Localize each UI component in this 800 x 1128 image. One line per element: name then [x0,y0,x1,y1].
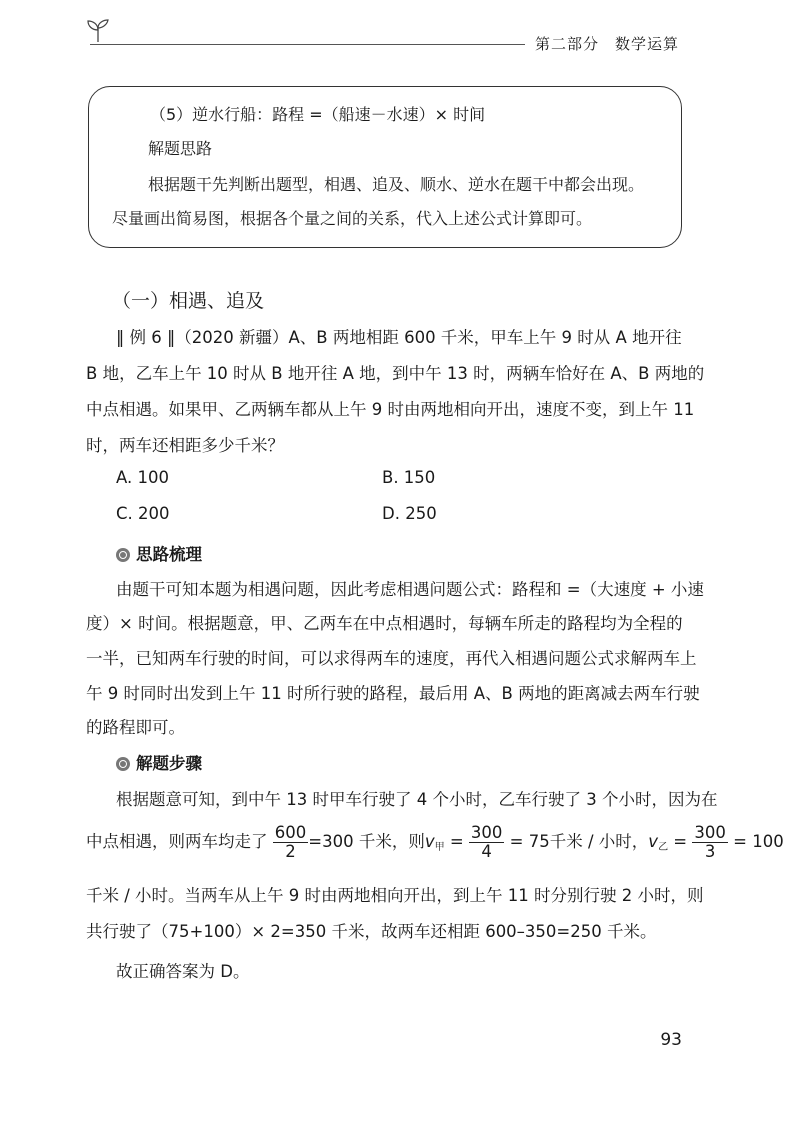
fraction-300-over-4 [469,824,505,861]
steps-line-4: 共行驶了（75+100）× 2=350 千米，故两车还相距 600–350=250 千米。 [86,922,657,941]
fraction-600-over-2 [273,824,309,861]
sprout-icon [84,16,112,44]
eq-text-6: = 100 [733,832,784,852]
thinking-line-3: 一半，已知两车行驶的时间，可以求得两车的速度，再代入相遇问题公式求解两车上 [86,649,697,668]
frac2-denominator: 4 [481,842,492,862]
eq-text-3: = [444,832,464,852]
eq-text-1: 中点相遇，则两车均走了 [86,832,268,852]
answer-line: 故正确答案为 D。 [116,962,250,981]
frac2-numerator: 300 [470,823,503,842]
eq-text-4: = 75千米 / 小时， [509,832,649,852]
box-paragraph-line-2: 尽量画出简易图，根据各个量之间的关系，代入上述公式计算即可。 [112,209,593,228]
example-line-4: 时，两车还相距多少千米？ [86,436,284,455]
thinking-badge-icon [116,548,130,562]
subscript-jia: 甲 [434,842,445,854]
steps-line-3: 千米 / 小时。当两车从上午 9 时由两地相向开出，到上午 11 时分别行驶 2 小时，则 [86,886,704,905]
option-c: C. 200 [116,504,170,523]
example-line-2: B 地，乙车上午 10 时从 B 地开往 A 地，到中午 13 时，两辆车恰好在 A、B 两地的 [86,364,705,383]
frac1-denominator: 2 [285,842,296,862]
thinking-line-4: 午 9 时同时出发到上午 11 时所行驶的路程，最后用 A、B 两地的距离减去两车行驶 [86,684,700,703]
frac1-numerator: 600 [274,823,307,842]
page-number: 93 [660,1030,682,1050]
v-symbol-yi: v [648,832,659,852]
thinking-line-1: 由题干可知本题为相遇问题，因此考虑相遇问题公式：路程和 =（大速度 + 小速 [116,580,704,599]
option-b: B. 150 [382,468,436,487]
option-d: D. 250 [382,504,437,523]
section-title: （一）相遇、追及 [112,290,265,312]
box-formula: （5）逆水行船：路程 =（船速－水速）× 时间 [150,105,486,124]
fraction-300-over-3 [692,824,728,861]
thinking-label: 思路梳理 [136,545,202,564]
example-tag: ‖ 例 6 ‖ [116,328,176,347]
box-label: 解题思路 [148,139,213,158]
thinking-line-5: 的路程即可。 [86,718,185,737]
running-header: 第二部分 数学运算 [535,35,680,53]
example-line-1 [116,324,682,348]
example-question-start: （2020 新疆）A、B 两地相距 600 千米，甲车上午 9 时从 A 地开往 [175,328,682,347]
thinking-line-2: 度）× 时间。根据题意，甲、乙两车在中点相遇时，每辆车所走的路程均为全程的 [86,614,683,633]
steps-line-1: 根据题意可知，到中午 13 时甲车行驶了 4 个小时，乙车行驶了 3 个小时，因为在 [116,790,718,809]
steps-equation-line [86,824,784,861]
thinking-heading [116,541,202,565]
steps-badge-icon [116,757,130,771]
eq-text-5: = [668,832,688,852]
frac3-numerator: 300 [694,823,726,842]
option-a: A. 100 [116,468,169,487]
subscript-yi: 乙 [658,842,669,854]
example-line-3: 中点相遇。如果甲、乙两辆车都从上午 9 时由两地相向开出，速度不变，到上午 11 [86,400,695,419]
steps-label: 解题步骤 [136,754,202,773]
v-symbol-jia: v [424,832,435,852]
header-rule [90,44,525,45]
box-paragraph-line-1: 根据题干先判断出题型，相遇、追及、顺水、逆水在题干中都会出现。 [148,175,645,194]
steps-heading [116,750,202,774]
eq-text-2: =300 千米，则 [308,832,425,852]
frac3-denominator: 3 [704,842,716,862]
